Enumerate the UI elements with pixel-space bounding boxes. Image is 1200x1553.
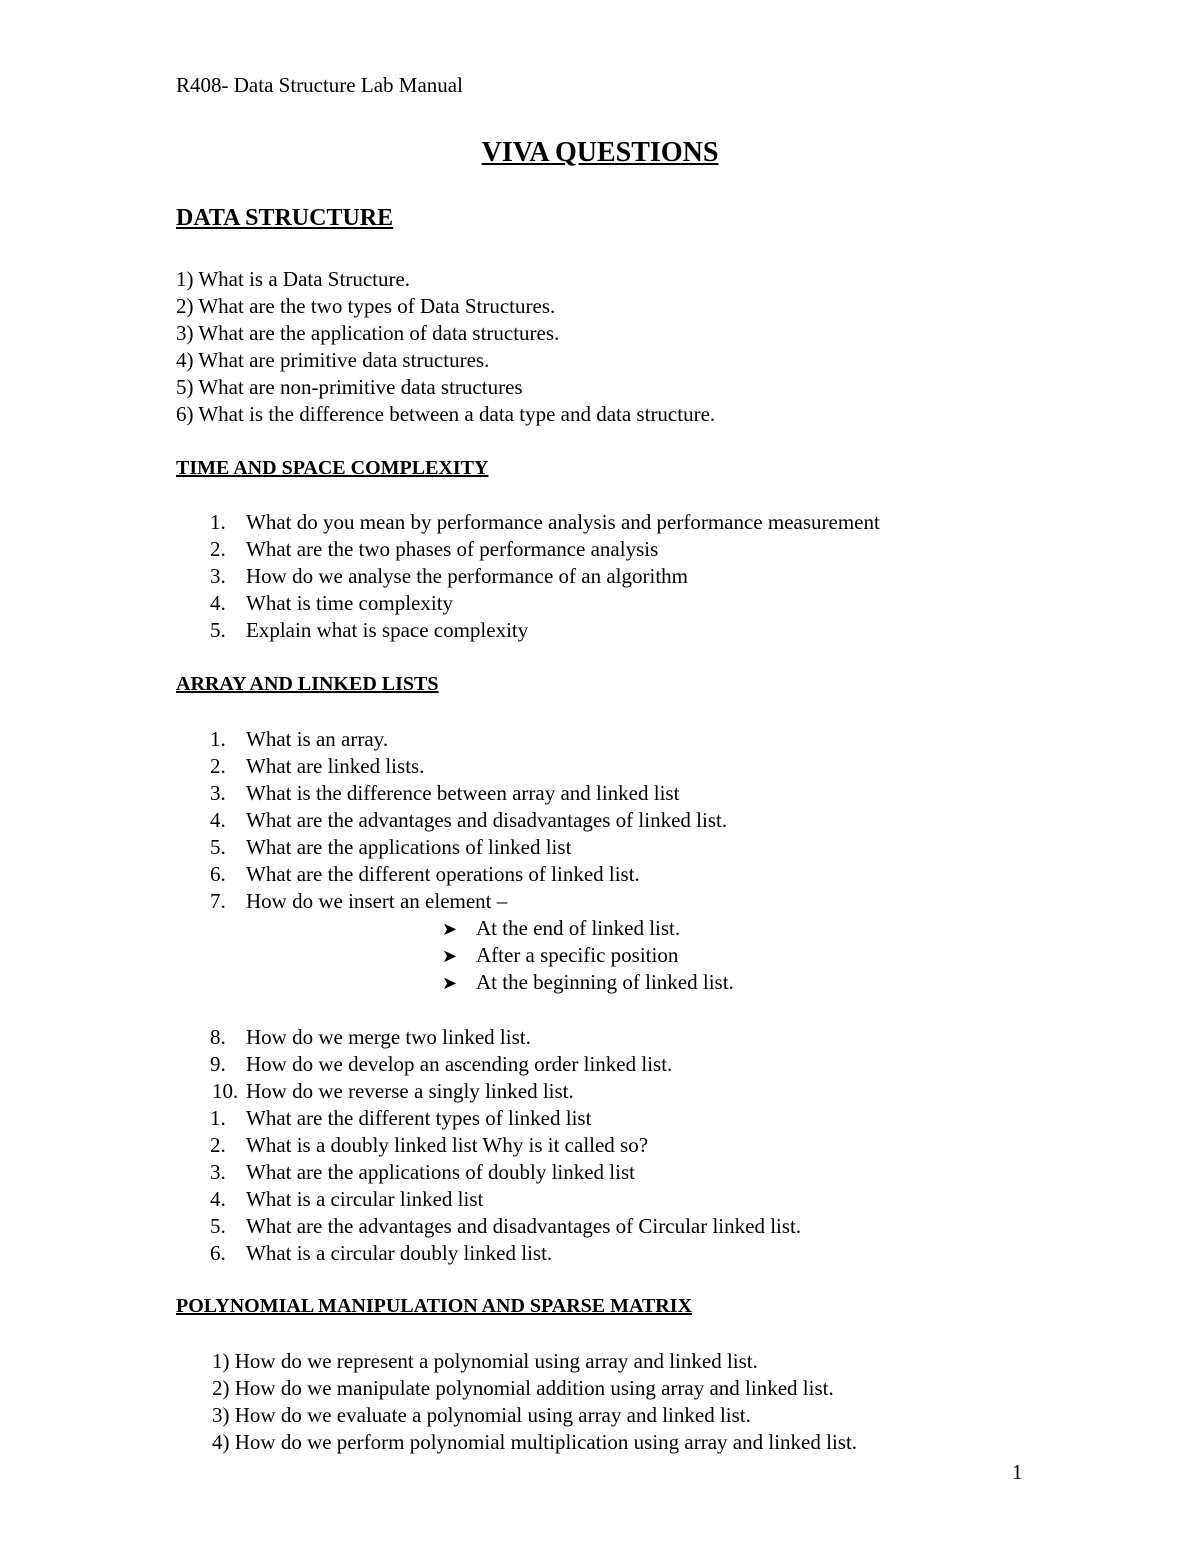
list-item: 3) How do we evaluate a polynomial using array and linked list. bbox=[212, 1403, 751, 1427]
list-item: 4) How do we perform polynomial multiplication using array and linked list. bbox=[212, 1430, 858, 1454]
list-item-text: What is an array. bbox=[246, 727, 389, 751]
list-item-text: What do you mean by performance analysis and performance measurement bbox=[246, 510, 880, 534]
list-item-text: What is time complexity bbox=[246, 591, 454, 615]
list-item-number: 10. bbox=[212, 1079, 239, 1103]
list-item-text: What are the different types of linked list bbox=[246, 1106, 592, 1130]
list-item-text: What are the advantages and disadvantages of linked list. bbox=[246, 808, 728, 832]
section-heading-polynomial: POLYNOMIAL MANIPULATION AND SPARSE MATRIX bbox=[176, 1295, 692, 1317]
list-item-text: How do we insert an element – bbox=[246, 889, 508, 913]
list-item-number: 4. bbox=[210, 808, 226, 832]
sub-list-item bbox=[442, 969, 734, 997]
list-item-text: What are the applications of linked list bbox=[246, 835, 572, 859]
list-item-text: Explain what is space complexity bbox=[246, 618, 529, 642]
sub-list-item-text: At the beginning of linked list. bbox=[476, 970, 734, 994]
list-item-text: What are the advantages and disadvantages of Circular linked list. bbox=[246, 1214, 802, 1238]
list-item-text: What is a circular linked list bbox=[246, 1187, 484, 1211]
arrow-bullet-icon: ➤ bbox=[442, 919, 458, 940]
section-heading-time-space: TIME AND SPACE COMPLEXITY bbox=[176, 457, 489, 479]
list-item-number: 6. bbox=[210, 862, 226, 886]
list-item-text: How do we merge two linked list. bbox=[246, 1025, 531, 1049]
list-item-number: 1. bbox=[210, 510, 226, 534]
list-item-text: What are the different operations of linked list. bbox=[246, 862, 640, 886]
running-header: R408- Data Structure Lab Manual bbox=[176, 73, 463, 97]
page-title: VIVA QUESTIONS bbox=[481, 137, 719, 168]
list-item-number: 4. bbox=[210, 1187, 226, 1211]
list-item-text: What is a doubly linked list Why is it called so? bbox=[246, 1133, 649, 1157]
list-item-number: 2. bbox=[210, 1133, 226, 1157]
list-item-number: 6. bbox=[210, 1241, 226, 1265]
list-item-text: What is the difference between array and linked list bbox=[246, 781, 680, 805]
list-item-number: 3. bbox=[210, 1160, 226, 1184]
sub-list-item-text: After a specific position bbox=[476, 943, 679, 967]
list-item: 4) What are primitive data structures. bbox=[176, 348, 490, 372]
list-item: 2) What are the two types of Data Structures. bbox=[176, 294, 556, 318]
list-item: 2) How do we manipulate polynomial addition using array and linked list. bbox=[212, 1376, 834, 1400]
list-item: 5) What are non-primitive data structures bbox=[176, 375, 523, 399]
list-item: 3) What are the application of data structures. bbox=[176, 321, 560, 345]
list-item-text: How do we develop an ascending order linked list. bbox=[246, 1052, 673, 1076]
list-item-text: How do we analyse the performance of an algorithm bbox=[246, 564, 689, 588]
list-item-number: 1. bbox=[210, 1106, 226, 1130]
list-item: 6) What is the difference between a data type and data structure. bbox=[176, 402, 716, 426]
sub-list-item-text: At the end of linked list. bbox=[476, 916, 681, 940]
section-heading-data-structure: DATA STRUCTURE bbox=[176, 205, 394, 231]
list-item-number: 5. bbox=[210, 618, 226, 642]
list-item-number: 9. bbox=[210, 1052, 226, 1076]
list-item-number: 5. bbox=[210, 835, 226, 859]
section-heading-array-linked-lists: ARRAY AND LINKED LISTS bbox=[176, 673, 439, 695]
list-item-number: 3. bbox=[210, 781, 226, 805]
sub-list-item bbox=[442, 942, 678, 970]
list-item-number: 8. bbox=[210, 1025, 226, 1049]
arrow-bullet-icon: ➤ bbox=[442, 946, 458, 967]
list-item: 1) What is a Data Structure. bbox=[176, 267, 411, 291]
list-item-text: What is a circular doubly linked list. bbox=[246, 1241, 553, 1265]
list-item-number: 1. bbox=[210, 727, 226, 751]
list-item-number: 5. bbox=[210, 1214, 226, 1238]
list-item-text: What are the applications of doubly linked list bbox=[246, 1160, 635, 1184]
list-item-text: What are the two phases of performance analysis bbox=[246, 537, 659, 561]
list-item-number: 3. bbox=[210, 564, 226, 588]
list-item: 1) How do we represent a polynomial using array and linked list. bbox=[212, 1349, 758, 1373]
list-item-text: What are linked lists. bbox=[246, 754, 425, 778]
sub-list-item bbox=[442, 915, 680, 943]
list-item-number: 7. bbox=[210, 889, 226, 913]
arrow-bullet-icon: ➤ bbox=[442, 973, 458, 994]
list-item-number: 4. bbox=[210, 591, 226, 615]
list-item-number: 2. bbox=[210, 537, 226, 561]
list-item-text: How do we reverse a singly linked list. bbox=[246, 1079, 574, 1103]
list-item-number: 2. bbox=[210, 754, 226, 778]
page-number: 1 bbox=[1012, 1460, 1023, 1484]
